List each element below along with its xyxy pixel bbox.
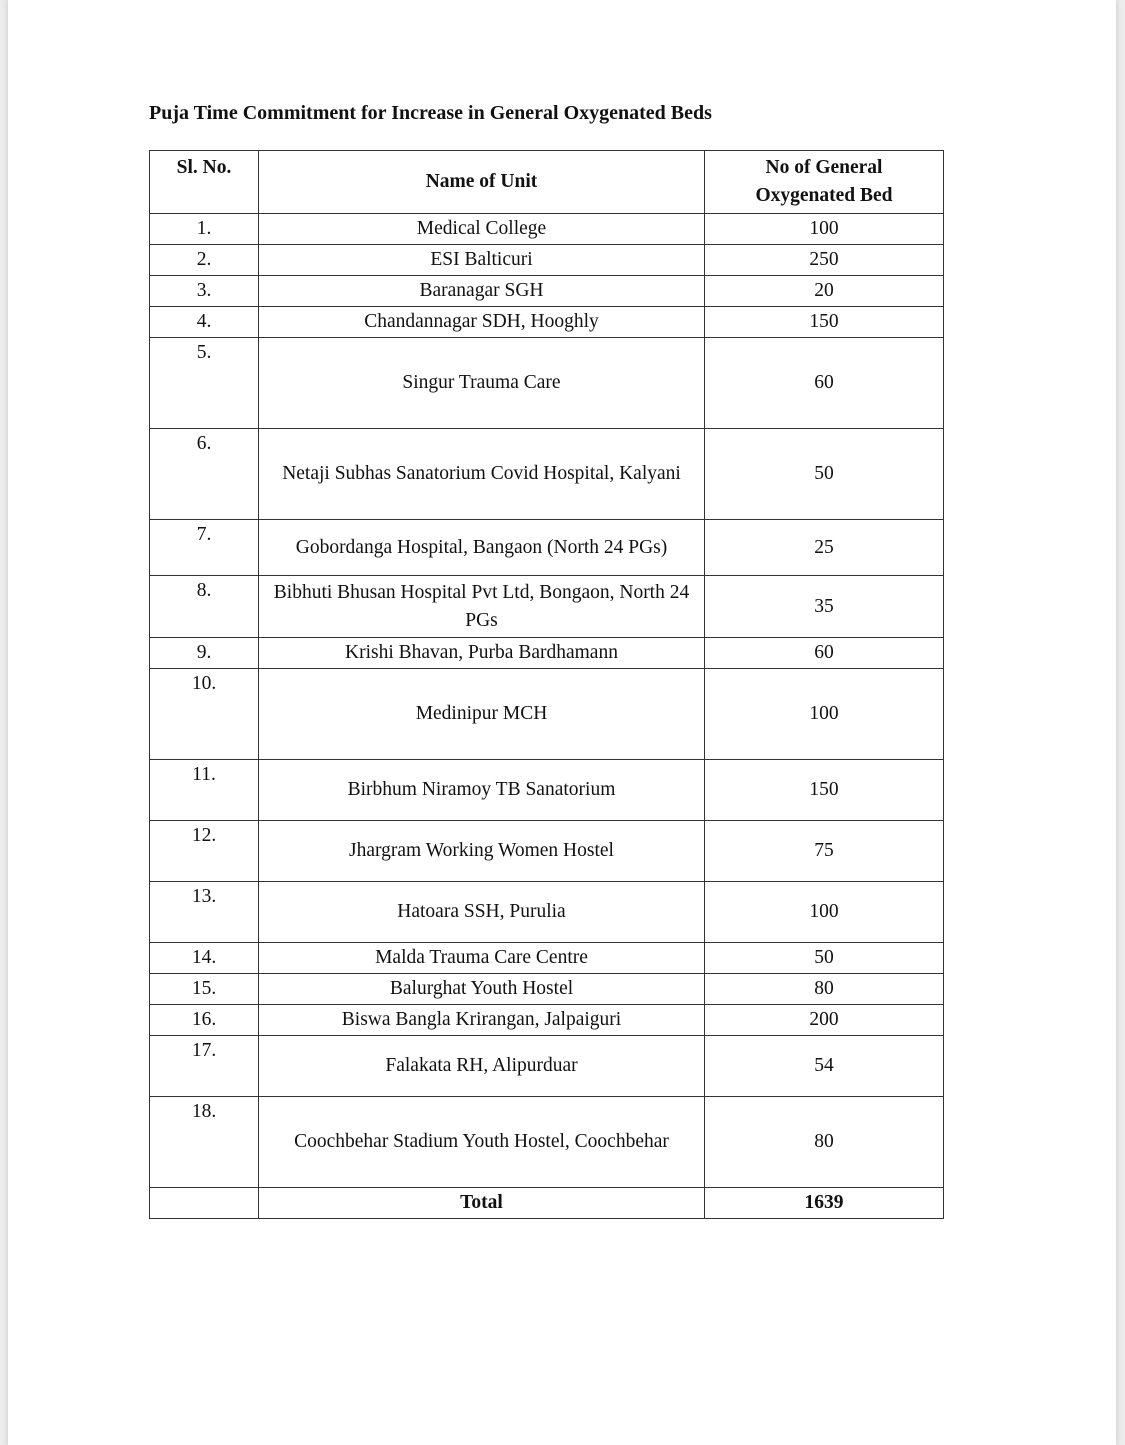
table-row	[150, 214, 944, 245]
table-row	[150, 576, 944, 638]
row-beds: 20	[705, 276, 944, 307]
row-sl: 4.	[150, 307, 259, 338]
table-row	[150, 245, 944, 276]
table-row	[150, 760, 944, 821]
row-unit-name: Singur Trauma Care	[259, 338, 705, 429]
table-row	[150, 669, 944, 760]
table-row	[150, 821, 944, 882]
table-row	[150, 943, 944, 974]
table-row	[150, 520, 944, 576]
table-row	[150, 307, 944, 338]
row-beds: 100	[705, 882, 944, 943]
table-row	[150, 638, 944, 669]
header-beds-line2: Oxygenated Bed	[755, 185, 893, 206]
row-beds: 100	[705, 214, 944, 245]
row-unit-name: Hatoara SSH, Purulia	[259, 882, 705, 943]
row-beds: 150	[705, 760, 944, 821]
document-page	[8, 0, 1116, 1445]
row-sl: 5.	[150, 338, 259, 429]
header-no-of-beds	[705, 151, 944, 214]
table-header-row	[150, 151, 944, 214]
table-row	[150, 882, 944, 943]
total-row	[150, 1188, 944, 1219]
row-unit-name: Gobordanga Hospital, Bangaon (North 24 PGs)	[259, 520, 705, 576]
total-value: 1639	[705, 1188, 944, 1219]
row-beds: 60	[705, 638, 944, 669]
row-beds: 54	[705, 1036, 944, 1097]
row-beds: 35	[705, 576, 944, 638]
row-unit-name: Balurghat Youth Hostel	[259, 974, 705, 1005]
header-beds-line1: No of General	[765, 157, 883, 178]
row-sl: 14.	[150, 943, 259, 974]
row-unit-name: Krishi Bhavan, Purba Bardhamann	[259, 638, 705, 669]
total-label: Total	[259, 1188, 705, 1219]
row-sl: 10.	[150, 669, 259, 760]
row-sl: 9.	[150, 638, 259, 669]
row-sl: 6.	[150, 429, 259, 520]
table-row	[150, 429, 944, 520]
table-row	[150, 1036, 944, 1097]
table-row	[150, 1005, 944, 1036]
row-sl: 3.	[150, 276, 259, 307]
row-beds: 50	[705, 429, 944, 520]
row-sl: 2.	[150, 245, 259, 276]
row-unit-name: ESI Balticuri	[259, 245, 705, 276]
row-unit-name: Chandannagar SDH, Hooghly	[259, 307, 705, 338]
row-unit-name: Medinipur MCH	[259, 669, 705, 760]
row-sl: 11.	[150, 760, 259, 821]
table-row	[150, 338, 944, 429]
document-title: Puja Time Commitment for Increase in General Oxygenated Beds	[149, 102, 712, 124]
table-row	[150, 276, 944, 307]
row-sl: 15.	[150, 974, 259, 1005]
row-sl: 16.	[150, 1005, 259, 1036]
row-unit-name: Baranagar SGH	[259, 276, 705, 307]
row-sl: 1.	[150, 214, 259, 245]
row-unit-name: Bibhuti Bhusan Hospital Pvt Ltd, Bongaon, North 24 PGs	[259, 576, 705, 638]
row-unit-name: Malda Trauma Care Centre	[259, 943, 705, 974]
row-unit-name: Netaji Subhas Sanatorium Covid Hospital, Kalyani	[259, 429, 705, 520]
header-name-of-unit: Name of Unit	[259, 151, 705, 214]
row-beds: 25	[705, 520, 944, 576]
row-sl: 7.	[150, 520, 259, 576]
row-unit-name: Jhargram Working Women Hostel	[259, 821, 705, 882]
total-sl-empty	[150, 1188, 259, 1219]
row-beds: 80	[705, 974, 944, 1005]
row-beds: 100	[705, 669, 944, 760]
row-beds: 250	[705, 245, 944, 276]
row-beds: 50	[705, 943, 944, 974]
row-beds: 200	[705, 1005, 944, 1036]
row-sl: 18.	[150, 1097, 259, 1188]
row-sl: 8.	[150, 576, 259, 638]
table-row	[150, 974, 944, 1005]
oxygenated-beds-table	[149, 150, 944, 1219]
row-beds: 75	[705, 821, 944, 882]
row-unit-name: Birbhum Niramoy TB Sanatorium	[259, 760, 705, 821]
row-beds: 150	[705, 307, 944, 338]
row-unit-name: Medical College	[259, 214, 705, 245]
row-sl: 13.	[150, 882, 259, 943]
row-beds: 60	[705, 338, 944, 429]
row-beds: 80	[705, 1097, 944, 1188]
header-sl-no: Sl. No.	[150, 151, 259, 214]
table-row	[150, 1097, 944, 1188]
row-unit-name: Biswa Bangla Krirangan, Jalpaiguri	[259, 1005, 705, 1036]
row-sl: 17.	[150, 1036, 259, 1097]
row-unit-name: Falakata RH, Alipurduar	[259, 1036, 705, 1097]
row-unit-name: Coochbehar Stadium Youth Hostel, Coochbehar	[259, 1097, 705, 1188]
row-sl: 12.	[150, 821, 259, 882]
